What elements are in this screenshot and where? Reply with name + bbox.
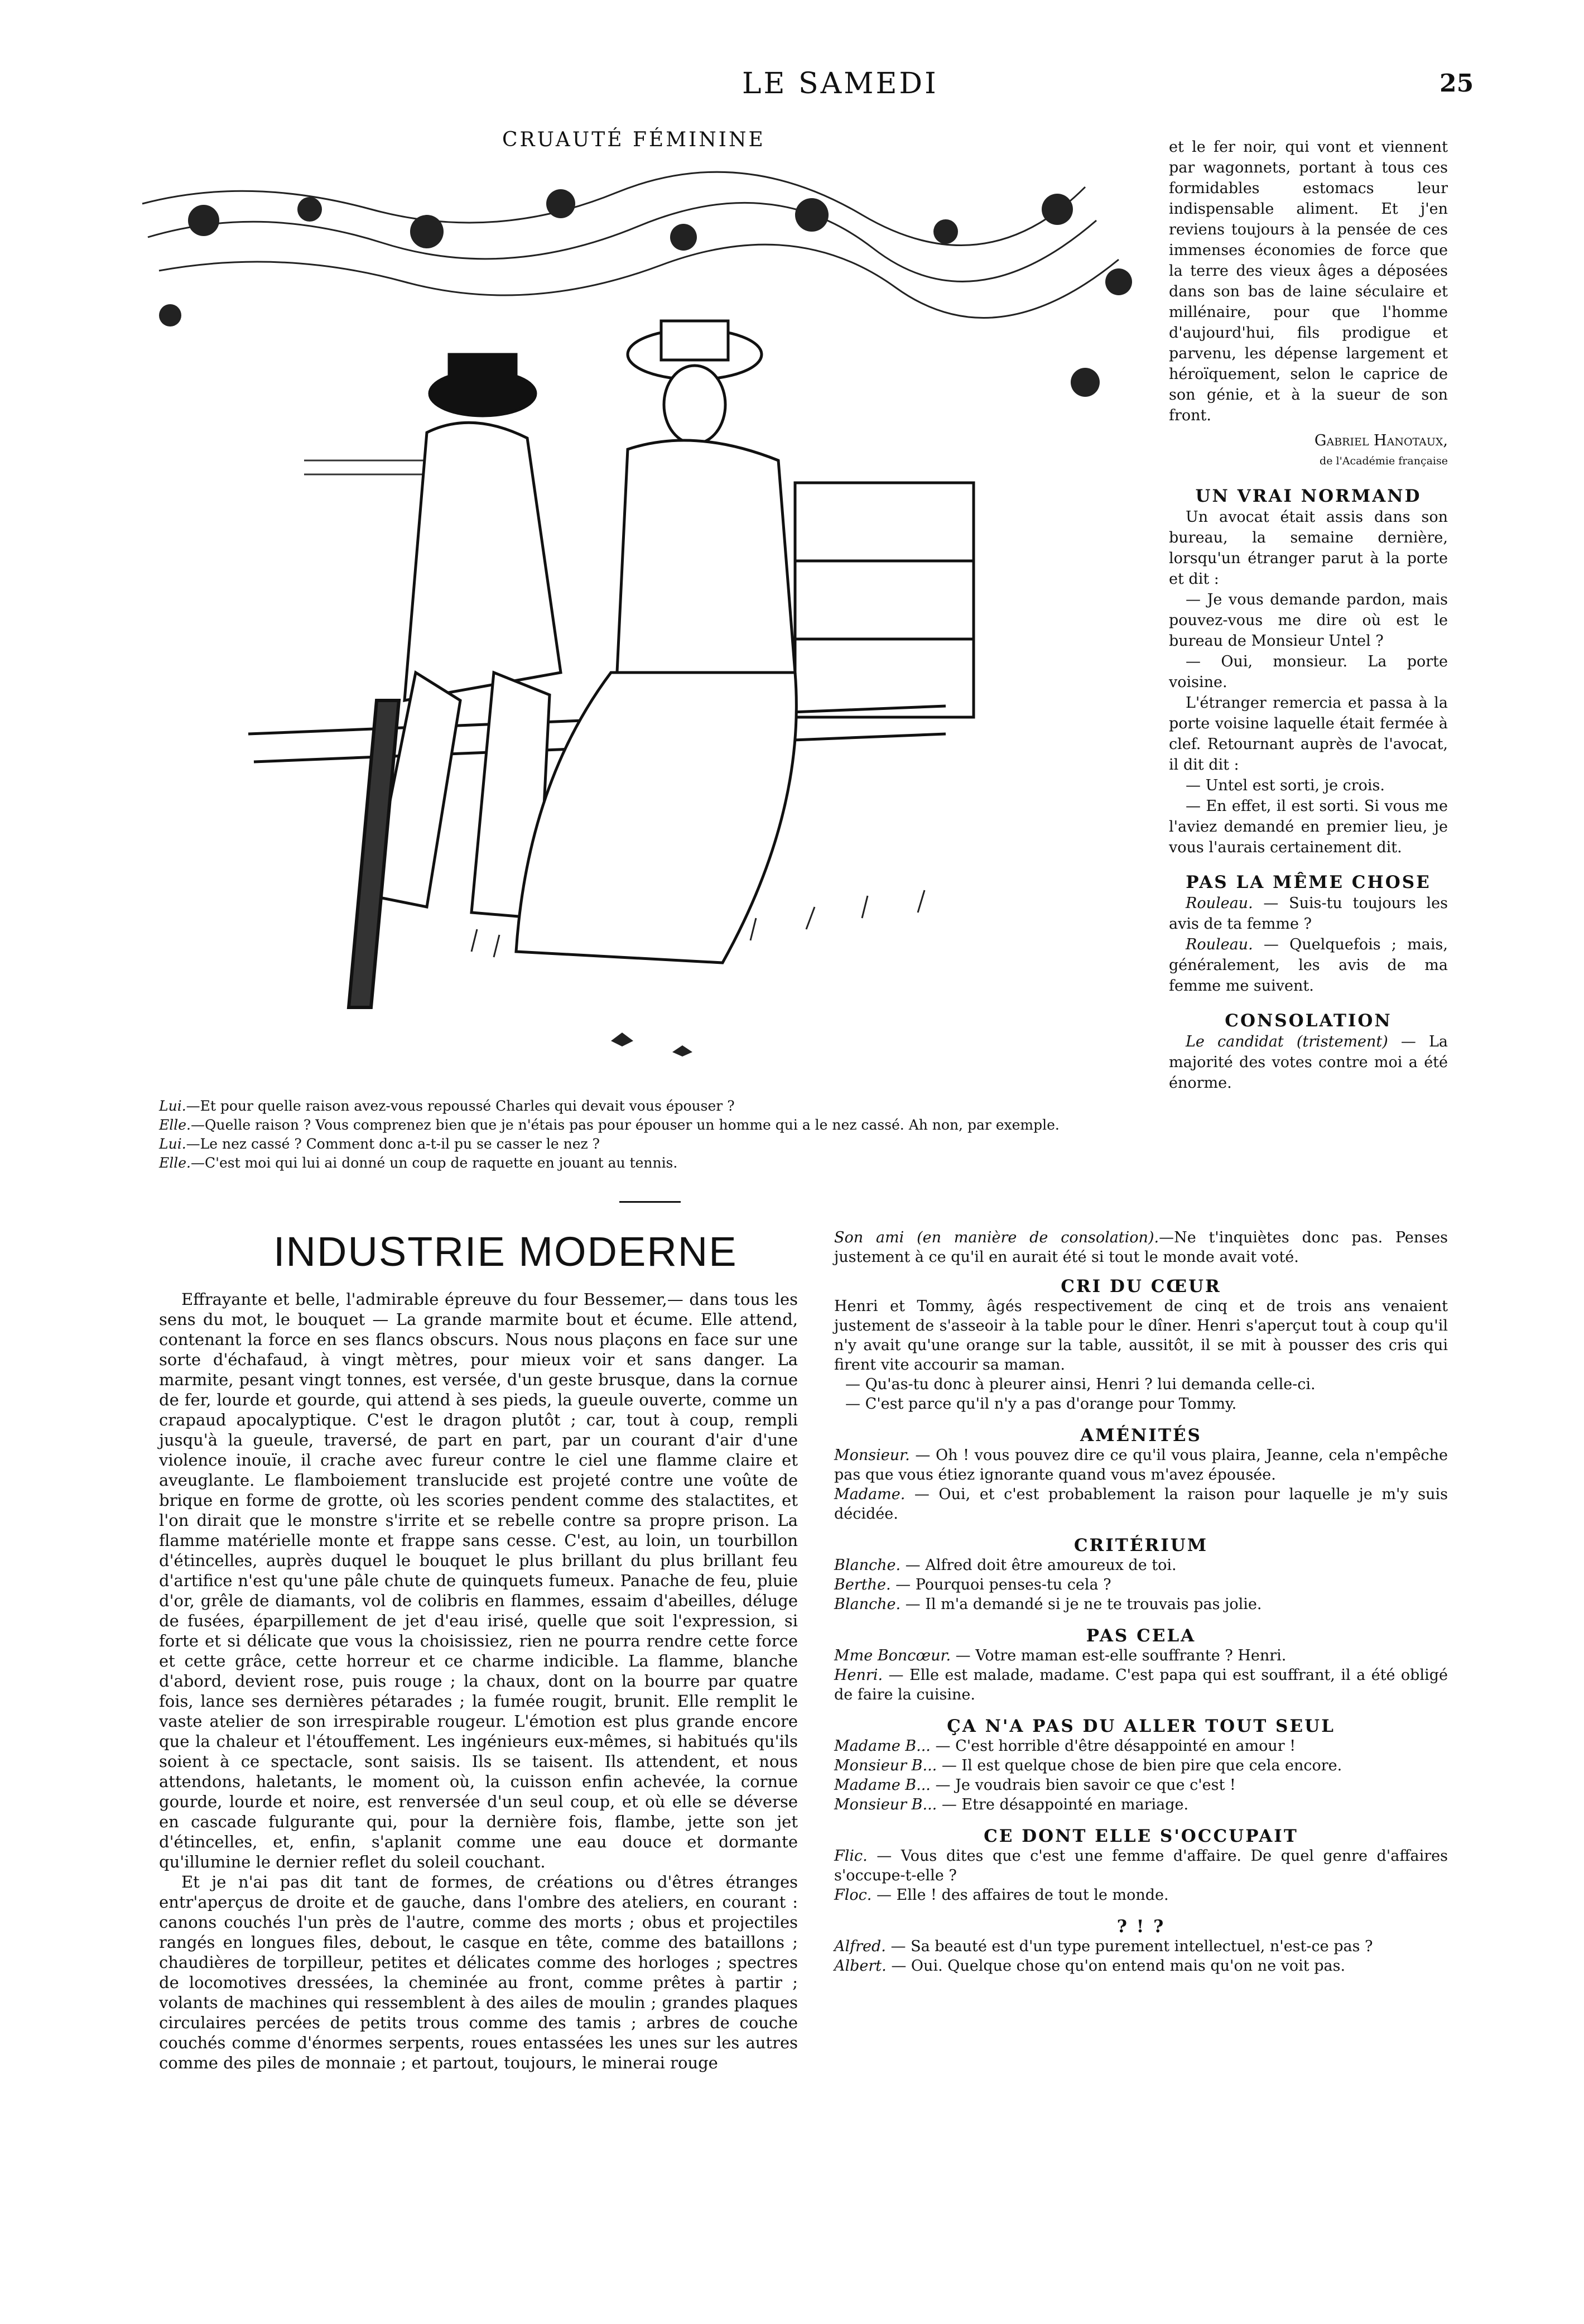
paragraph: — Qu'as-tu donc à pleurer ainsi, Henri ? lui demanda celle-ci. — [845, 1376, 1316, 1393]
article-body — [159, 1289, 798, 2073]
dialogue-text: — Alfred doit être amoureux de toi. — [905, 1557, 1177, 1574]
illustration-caption — [159, 1097, 1208, 1173]
dialogue-text: — C'est horrible d'être désappointé en amour ! — [935, 1737, 1296, 1755]
dialogue-text: — Oh ! vous pouvez dire ce qu'il vous plaira, Jeanne, cela n'empêche pas que vous étiez ignorante quand vous m'avez épousée. — [834, 1447, 1448, 1483]
dialogue-line — [834, 1646, 1448, 1665]
speaker: Monsieur B... — [834, 1757, 937, 1774]
dialogue-text: — Sa beauté est d'un type purement intellectuel, n'est-ce pas ? — [890, 1938, 1373, 1955]
paragraph: — Oui, monsieur. La porte voisine. — [1169, 653, 1448, 691]
dialogue-text: — Oui, et c'est probablement la raison pour laquelle je m'y suis décidée. — [834, 1486, 1448, 1523]
dialogue-text: — Il est quelque chose de bien pire que cela encore. — [941, 1757, 1342, 1774]
dialogue-line — [1169, 893, 1448, 934]
speaker: Madame. — [834, 1486, 906, 1503]
speaker: Blanche. — [834, 1596, 901, 1613]
speaker: Albert. — [834, 1957, 887, 1975]
dialogue-line — [834, 1775, 1448, 1795]
section-title: CONSOLATION — [1225, 1011, 1392, 1031]
paragraph: Et je n'ai pas dit tant de formes, de créations ou d'êtres étranges entr'aperçus de droite et de gauche, dans l'ombre des ateliers, en courant : canons couchés l'un près de l'autre, comme des morts ; obus et projectiles rangés en longues files, debout, le casque en tête, comme des bataillons ; chaudières de torpilleur, petites et délicates comme des horloges ; spectres de locomotives dressées, la cheminée au front, comme prêtes à partir ; volants de machines qui ressemblent à des ailes de moulin ; grandes plaques circulaires percées de petits trous comme des tamis ; arbres de couche couchés comme d'énormes serpents, roues entassées les unes sur les autres comme des piles de monnaie ; et partout, toujours, le minerai rouge — [159, 1872, 798, 2072]
dialogue-line — [834, 1228, 1448, 1267]
newspaper-title: LE SAMEDI — [742, 67, 938, 100]
dialogue-text: — La majorité des votes contre moi a été énorme. — [1169, 1033, 1448, 1092]
dialogue-line — [834, 1956, 1448, 1976]
dialogue-text: — Je voudrais bien savoir ce que c'est ! — [935, 1776, 1236, 1794]
speaker: Rouleau. — [1186, 895, 1253, 912]
caption-line — [159, 1097, 1208, 1116]
illustration-engraving — [137, 170, 1166, 1086]
dialogue-text: — Il m'a demandé si je ne te trouvais pas jolie. — [905, 1596, 1262, 1613]
right-column — [1169, 137, 1448, 1093]
article-signature: Gabriel Hanotaux, — [1314, 432, 1448, 449]
speaker: Le candidat (tristement) — [1186, 1033, 1388, 1050]
speaker: Flic. — [834, 1847, 868, 1865]
speaker: Alfred. — [834, 1938, 886, 1955]
caption-line — [159, 1116, 1208, 1135]
dialogue-line — [834, 1595, 1448, 1614]
section-title: CRI DU CŒUR — [1061, 1276, 1221, 1297]
section-title: CE DONT ELLE S'OCCUPAIT — [984, 1826, 1298, 1846]
dialogue-text: — Vous dites que c'est une femme d'affaire. De quel genre d'affaires s'occupe-t-elle ? — [834, 1847, 1448, 1884]
section-title: CRITÉRIUM — [1073, 1535, 1209, 1555]
illustration-title: CRUAUTÉ FÉMININE — [502, 128, 765, 151]
section-title: ? ! ? — [1116, 1917, 1166, 1937]
dialogue-text: — Elle est malade, madame. C'est papa qui est souffrant, il a été obligé de faire la cuisine. — [834, 1667, 1448, 1703]
dialogue-line — [834, 1665, 1448, 1704]
section-title: AMÉNITÉS — [1080, 1425, 1202, 1446]
article-continuation: et le fer noir, qui vont et viennent par wagonnets, portant à tous ces formidables estomacs leur indispensable aliment. Et j'en reviens toujours à la pensée de ces immenses économies de force que la terre des vieux âges a déposées dans son bas de laine séculaire et millénaire, pour que l'homme d'aujourd'hui, fils prodigue et parvenu, les dépense largement et héroïquement, selon le caprice de son génie, et à la sueur de son front. — [1169, 138, 1448, 424]
caption-line — [159, 1135, 1208, 1154]
speaker: Henri. — [834, 1667, 883, 1684]
caption-line — [159, 1154, 1208, 1173]
article-title: INDUSTRIE MODERNE — [273, 1228, 738, 1275]
paragraph: Henri et Tommy, âgés respectivement de cinq et de trois ans venaient justement de s'asseoir à la table pour le dîner. Henri s'aperçut tout à coup qu'il n'y avait qu'une orange sur la table, aussitôt, il se mit à pousser des cris qui firent vite accourir sa maman. — [834, 1298, 1448, 1374]
dialogue-line — [1169, 1031, 1448, 1093]
dialogue-line — [834, 1756, 1448, 1775]
dialogue-line — [834, 1485, 1448, 1524]
paragraph: — En effet, il est sorti. Si vous me l'aviez demandé en premier lieu, je vous l'aurais certainement dit. — [1169, 798, 1448, 856]
caption-speaker: Elle. — [159, 1155, 191, 1171]
speaker: Son ami (en manière de consolation). — [834, 1229, 1159, 1246]
caption-speaker: Lui. — [159, 1098, 186, 1114]
dialogue-text: — Votre maman est-elle souffrante ? Henri. — [955, 1647, 1287, 1664]
dialogue-line — [834, 1846, 1448, 1885]
dialogue-text: —Ne t'inquiètes donc pas. Penses justement à ce qu'il en aurait été si tout le monde avait voté. — [834, 1229, 1448, 1266]
section-title: PAS CELA — [1086, 1626, 1196, 1646]
speaker: Floc. — [834, 1886, 872, 1904]
caption-text: —C'est moi qui lui ai donné un coup de raquette en jouant au tennis. — [190, 1155, 678, 1171]
dialogue-line — [834, 1446, 1448, 1485]
caption-text: —Le nez cassé ? Comment donc a-t-il pu se casser le nez ? — [186, 1136, 600, 1152]
section-title: PAS LA MÊME CHOSE — [1186, 872, 1431, 892]
speaker: Madame B... — [834, 1776, 931, 1794]
paragraph: L'étranger remercia et passa à la porte voisine laquelle était fermée à clef. Retournant auprès de l'avocat, il dit dit : — [1169, 694, 1448, 774]
paragraph: — C'est parce qu'il n'y a pas d'orange pour Tommy. — [845, 1395, 1237, 1413]
section-title: UN VRAI NORMAND — [1195, 486, 1422, 506]
paragraph: — Untel est sorti, je crois. — [1186, 777, 1385, 794]
short-stories-column — [834, 1228, 1448, 1976]
dialogue-line — [834, 1736, 1448, 1756]
speaker: Monsieur. — [834, 1447, 910, 1464]
section-divider — [619, 1201, 681, 1203]
dialogue-line — [834, 1937, 1448, 1956]
caption-speaker: Lui. — [159, 1136, 186, 1152]
paragraph: Un avocat était assis dans son bureau, la semaine dernière, lorsqu'un étranger parut à la porte et dit : — [1169, 508, 1448, 588]
section-title: ÇA N'A PAS DU ALLER TOUT SEUL — [947, 1716, 1335, 1736]
dialogue-text: — Etre désappointé en mariage. — [941, 1796, 1189, 1813]
speaker: Madame B... — [834, 1737, 931, 1755]
speaker: Blanche. — [834, 1557, 901, 1574]
caption-text: —Et pour quelle raison avez-vous repoussé Charles qui devait vous épouser ? — [186, 1098, 735, 1114]
speaker: Rouleau. — [1186, 936, 1253, 953]
page-number: 25 — [1439, 69, 1474, 98]
dialogue-text: — Pourquoi penses-tu cela ? — [895, 1576, 1111, 1593]
dialogue-line — [1169, 934, 1448, 996]
caption-text: —Quelle raison ? Vous comprenez bien que je n'étais pas pour épouser un homme qui a le nez cassé. Ah non, par exemple. — [190, 1117, 1060, 1133]
dialogue-line — [834, 1555, 1448, 1575]
speaker: Berthe. — [834, 1576, 891, 1593]
dialogue-text: — Suis-tu toujours les avis de ta femme ? — [1169, 895, 1448, 933]
speaker: Monsieur B... — [834, 1796, 937, 1813]
speaker: Mme Boncœur. — [834, 1647, 951, 1664]
dialogue-line — [834, 1575, 1448, 1595]
dialogue-line — [834, 1795, 1448, 1814]
paragraph: — Je vous demande pardon, mais pouvez-vous me dire où est le bureau de Monsieur Untel ? — [1169, 591, 1448, 650]
dialogue-line — [834, 1885, 1448, 1905]
dialogue-text: — Oui. Quelque chose qu'on entend mais qu'on ne voit pas. — [891, 1957, 1346, 1975]
paragraph: Effrayante et belle, l'admirable épreuve du four Bessemer,— dans tous les sens du mot, le bouquet — La grande marmite bout et écume. Elle attend, contenant la force en ses flancs obscurs. Nous nous plaçons en face sur une sorte d'échafaud, à vingt mètres, pour mieux voir et sans danger. La marmite, pesant vingt tonnes, est versée, d'un geste brusque, dans la cornue de fer, lourde et gourde, qui attend à ses pieds, la gueule ouverte, comme un crapaud apocalyptique. C'est le dragon plutôt ; car, tout à coup, rempli jusqu'à la gueule, traversé, de part en part, par un courant d'air d'une violence inouïe, il crache avec fureur contre le ciel une flamme claire et aveuglante. Le flamboiement translucide est projeté contre une voûte de brique en forme de grotte, où les scories pendent comme des stalactites, et l'on dirait que le monstre s'irrite et se rebelle contre sa propre prison. La flamme matérielle monte et frappe sans cesse. C'est, au loin, un tourbillon d'étincelles, auprès duquel le bouquet le plus brillant du plus brillant feu d'artifice n'est qu'une pâle chute de quinquets fumeux. Panache de feu, pluie d'or, grêle de diamants, vol de colibris en flammes, essaim d'abeilles, déluge de fusées, éparpillement de jet d'eau irisé, quelle que soit l'expression, si forte et si délicate que vous la choisissiez, rien ne pourra rendre cette force et cette grâce, cette horreur et ce charme indicible. La flamme, blanche d'abord, devient rose, puis rouge ; la chaux, dont on la bourre par quatre fois, lance ses dernières pétarades ; la fumée rougit, brunit. Elle remplit le vaste atelier de son irrespirable rougeur. L'émotion est plus grande encore que la chaleur et l'étouffement. Les ingénieurs eux-mêmes, si habitués qu'ils soient à ce spectacle, sont saisis. Ils se taisent. Ils attendent, et nous attendons, haletants, le moment où, la cuisson enfin achevée, la cornue gourde, lourde et noire, est renversée d'un seul coup, et où elle se déverse en cascade fulgurante qui, pour la dernière fois, flambe, jette son jet d'étincelles, et, enfin, s'aplanit comme une eau douce et dormante qu'illumine le dernier reflet du soleil couchant. — [159, 1290, 798, 1871]
dialogue-text: — Quelquefois ; mais, généralement, les avis de ma femme me suivent. — [1169, 936, 1448, 995]
signature-affiliation: de l'Académie française — [1320, 455, 1448, 467]
dialogue-text: — Elle ! des affaires de tout le monde. — [876, 1886, 1169, 1904]
caption-speaker: Elle. — [159, 1117, 191, 1133]
